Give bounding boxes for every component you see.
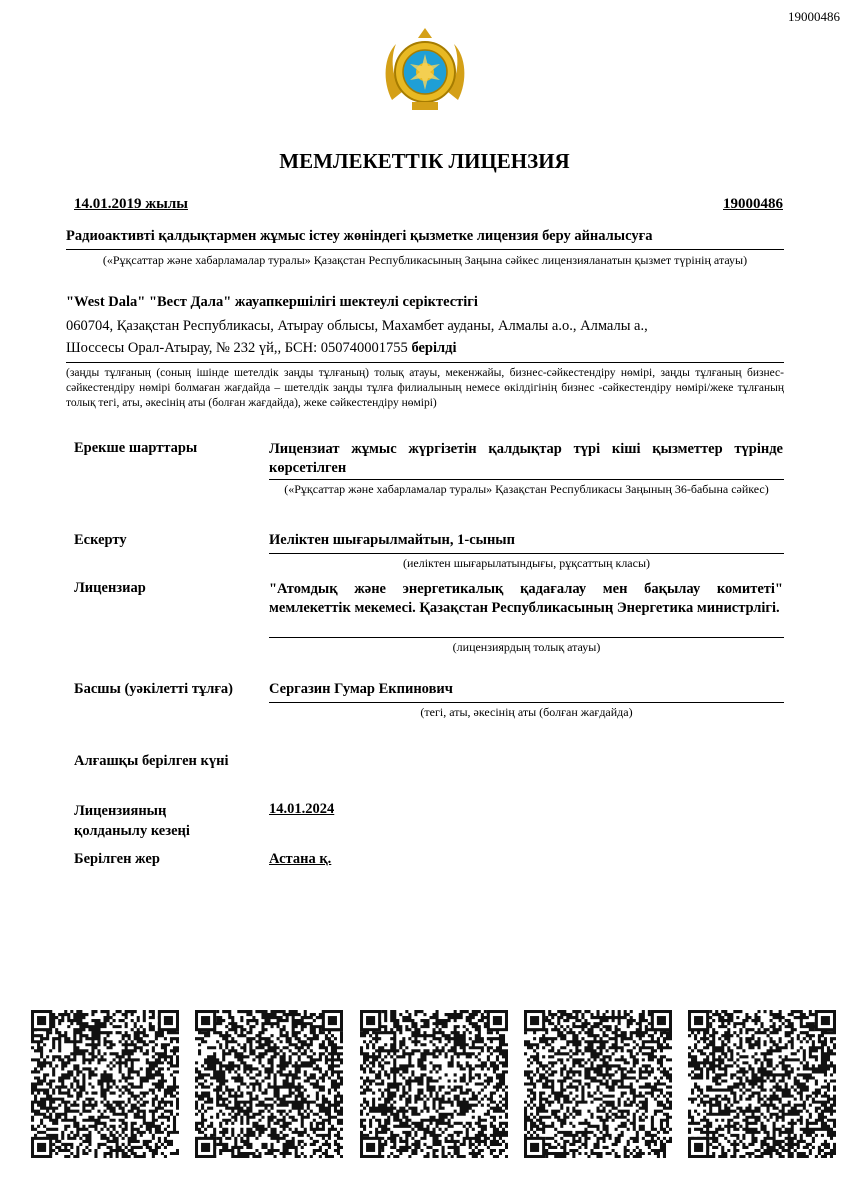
qr-code-2 — [195, 1010, 343, 1158]
licensee-address-line1: 060704, Қазақстан Республикасы, Атырау облысы, Махамбет ауданы, Алмалы а.о., Алмалы а., — [66, 318, 648, 334]
document-title: МЕМЛЕКЕТТІК ЛИЦЕНЗИЯ — [279, 149, 570, 173]
qr-code-1 — [31, 1010, 179, 1158]
license-number: 19000486 — [723, 196, 783, 212]
licensee-caption: (заңды тұлғаның (соның ішінде шетелдік заңды тұлғаның) толық атауы, мекенжайы, бизнес-сәйкестендіру нөмірі, заңды тұлғаның бизнес-сәйкестендіру нөмірі болмаған жағдайда – шетелдік заңды тұлға филиалының немесе өкілдігінің бизнес -сәйкестендіру нөмірі/жеке тұлғаның толық тегі, аты, әкесінің аты (болған жағдайда), жеке сәйкестендіру нөмірі) — [66, 367, 784, 409]
head-caption: (тегі, аты, әкесінің аты (болған жағдайда) — [420, 705, 633, 719]
divider — [66, 362, 784, 363]
special-conditions-value: Лицензиат жұмыс жүргізетін қалдықтар түрі кіші қызметтер түрінде көрсетілген — [269, 441, 783, 476]
qr-code-3 — [360, 1010, 508, 1158]
validity-value: 14.01.2024 — [269, 801, 335, 817]
divider — [269, 479, 784, 480]
validity-label: Лицензияның қолданылу кезеңі — [74, 803, 190, 839]
head-label: Басшы (уәкілетті тұлға) — [74, 681, 233, 697]
special-conditions-caption: («Рұқсаттар және хабарламалар туралы» Қазақстан Республикасы Заңының 36-бабына сәйкес) — [284, 482, 769, 496]
issued-word: берілді — [411, 340, 457, 356]
licensor-label: Лицензиар — [74, 580, 146, 596]
special-conditions-label: Ерекше шарттары — [74, 440, 198, 456]
licensee-name: "West Dala" "Вест Дала" жауапкершілігі шектеулі серіктестігі — [66, 294, 478, 310]
head-value: Сергазин Гумар Екпинович — [269, 681, 453, 697]
licensor-value: "Атомдық және энергетикалық қадағалау мен бақылау комитеті" мемлекеттік мекемесі. Қазақстан Республикасының Энергетика министрлігі. — [269, 581, 783, 616]
note-caption: (иеліктен шығарылатындығы, рұқсаттың класы) — [402, 556, 651, 570]
activity-type: Радиоактивті қалдықтармен жұмыс істеу жөніндегі қызметке лицензия беру айналысуға — [66, 228, 653, 244]
licensor-caption: (лицензиярдың толық атауы) — [452, 640, 601, 654]
note-label: Ескерту — [74, 532, 127, 548]
note-value: Иеліктен шығарылмайтын, 1-сынып — [269, 532, 515, 548]
licensee-address-line2: Шоссесы Орал-Атырау, № 232 үй,, БСН: 050740001755 берілді — [66, 340, 457, 356]
state-emblem — [380, 26, 470, 114]
divider — [269, 702, 784, 703]
first-issue-date-label: Алғашқы берілген күні — [74, 753, 229, 769]
document-number-top: 19000486 — [788, 9, 840, 24]
activity-caption: («Рұқсаттар және хабарламалар туралы» Қазақстан Республикасының Заңына сәйкес лицензияланатын қызмет түрінің атауы) — [102, 253, 748, 267]
place-label: Берілген жер — [74, 851, 160, 867]
qr-code-5 — [688, 1010, 836, 1158]
issue-date: 14.01.2019 жылы — [74, 196, 188, 212]
divider — [269, 637, 784, 638]
qr-code-4 — [524, 1010, 672, 1158]
divider — [269, 553, 784, 554]
divider — [66, 249, 784, 250]
place-value: Астана қ. — [269, 851, 332, 867]
